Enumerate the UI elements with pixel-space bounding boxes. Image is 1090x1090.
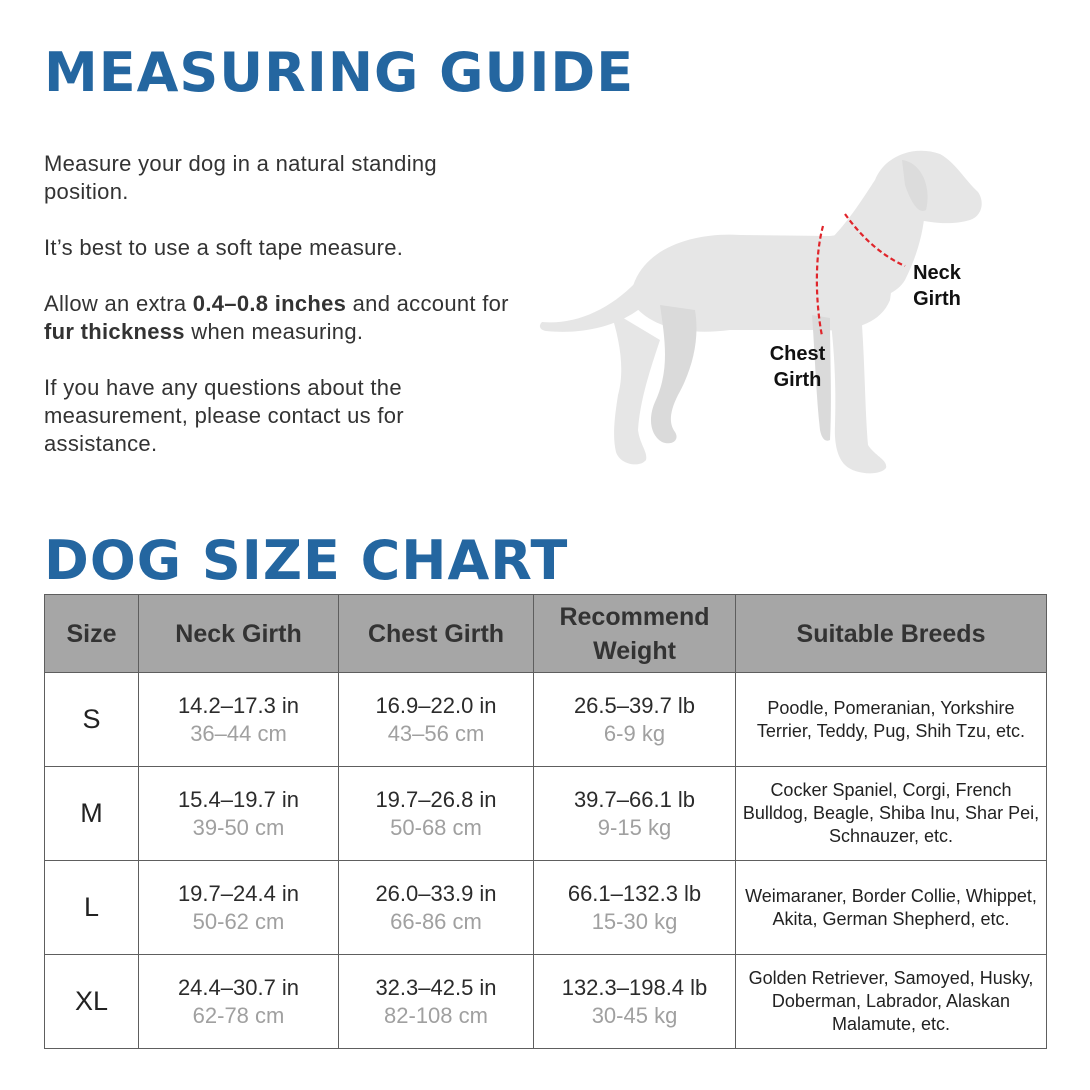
measuring-tips	[44, 150, 514, 486]
tip-standing-position: Measure your dog in a natural standing position.	[44, 151, 437, 204]
weight-cell: 39.7–66.1 lb 9-15 kg	[534, 767, 736, 861]
neck-girth-cell: 19.7–24.4 in 50-62 cm	[139, 861, 339, 955]
weight-cell: 26.5–39.7 lb 6-9 kg	[534, 673, 736, 767]
breeds-cell: Poodle, Pomeranian, Yorkshire Terrier, Teddy, Pug, Shih Tzu, etc.	[736, 673, 1047, 767]
tip-soft-tape: It’s best to use a soft tape measure.	[44, 235, 404, 260]
table-header-row	[45, 595, 1047, 673]
tip-contact: If you have any questions about the measurement, please contact us for assistance.	[44, 375, 404, 456]
chest-girth-label: Chest Girth	[769, 343, 826, 391]
size-cell: S	[45, 673, 139, 767]
header-recommend-weight: Recommend Weight	[534, 595, 736, 673]
breeds-cell: Golden Retriever, Samoyed, Husky, Doberman, Labrador, Alaskan Malamute, etc.	[736, 955, 1047, 1049]
neck-girth-cell: 15.4–19.7 in 39-50 cm	[139, 767, 339, 861]
tip-allowance: Allow an extra 0.4–0.8 inches and account for fur thickness when measuring.	[44, 291, 509, 344]
neck-girth-label: Neck Girth	[913, 262, 961, 310]
chest-girth-cell: 26.0–33.9 in 66-86 cm	[339, 861, 534, 955]
weight-cell: 66.1–132.3 lb 15-30 kg	[534, 861, 736, 955]
size-cell: XL	[45, 955, 139, 1049]
breeds-cell: Weimaraner, Border Collie, Whippet, Akita, German Shepherd, etc.	[736, 861, 1047, 955]
neck-girth-cell: 24.4–30.7 in 62-78 cm	[139, 955, 339, 1049]
header-suitable-breeds: Suitable Breeds	[736, 595, 1047, 673]
dog-silhouette-icon	[530, 140, 1000, 490]
table-row	[45, 673, 1047, 767]
chest-girth-cell: 32.3–42.5 in 82-108 cm	[339, 955, 534, 1049]
allowance-value: 0.4–0.8 inches	[192, 291, 347, 316]
measuring-guide-title: MEASURING GUIDE	[44, 41, 635, 104]
size-cell: M	[45, 767, 139, 861]
table-row	[45, 955, 1047, 1049]
chest-girth-cell: 16.9–22.0 in 43–56 cm	[339, 673, 534, 767]
breeds-cell: Cocker Spaniel, Corgi, French Bulldog, Beagle, Shiba Inu, Shar Pei, Schnauzer, etc.	[736, 767, 1047, 861]
table-row	[45, 767, 1047, 861]
chest-girth-cell: 19.7–26.8 in 50-68 cm	[339, 767, 534, 861]
size-chart-title: DOG SIZE CHART	[44, 529, 569, 592]
weight-cell: 132.3–198.4 lb 30-45 kg	[534, 955, 736, 1049]
table-row	[45, 861, 1047, 955]
neck-girth-cell: 14.2–17.3 in 36–44 cm	[139, 673, 339, 767]
size-chart-table	[44, 594, 1047, 1049]
dog-measurement-diagram	[530, 140, 1000, 490]
size-cell: L	[45, 861, 139, 955]
header-neck-girth: Neck Girth	[139, 595, 339, 673]
header-size: Size	[45, 595, 139, 673]
header-chest-girth: Chest Girth	[339, 595, 534, 673]
fur-thickness-text: fur thickness	[44, 319, 185, 344]
